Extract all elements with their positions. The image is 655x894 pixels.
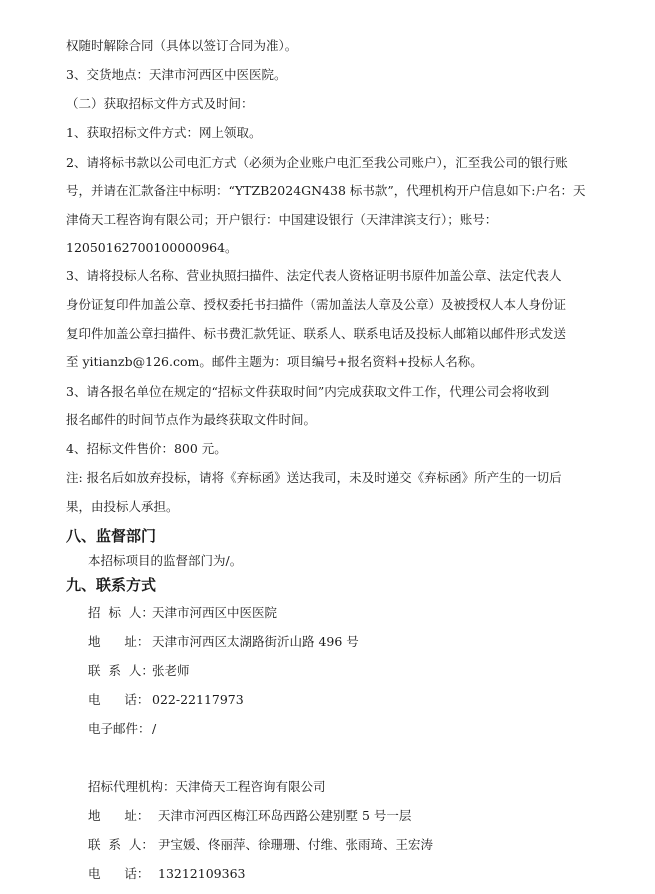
paragraph-line: 报名邮件的时间节点作为最终获取文件时间。: [66, 412, 317, 427]
bank-account-number: 12050162700100000964。: [66, 240, 238, 255]
paragraph-line: 号，并请在汇款备注中标明：“YTZB2024GN438 标书款”，代理机构开户信息如下:户名：天: [66, 183, 586, 198]
paragraph-line: 3、请将投标人名称、营业执照扫描件、法定代表人资格证明书原件加盖公章、法定代表人: [66, 268, 562, 283]
tenderer-email: /: [152, 721, 157, 736]
paragraph-line: 至 yitianzb@126.com。邮件主题为：项目编号+报名资料+投标人名称。: [66, 354, 483, 369]
agency-address-row: [88, 808, 411, 824]
label: 电子邮件：: [88, 721, 151, 736]
label: 地 址：: [88, 634, 150, 649]
document-price: 4、招标文件售价：800 元。: [66, 441, 227, 456]
label: 招标代理机构：: [88, 779, 176, 794]
tenderer-email-row: [88, 721, 156, 737]
paragraph-line: 权随时解除合同（具体以签订合同为准）。: [66, 38, 298, 53]
tenderer-name-row: [88, 605, 277, 621]
note-line: 果，由投标人承担。: [66, 499, 179, 514]
tenderer-phone-row: [88, 692, 244, 708]
tenderer-address-row: [88, 634, 359, 650]
paragraph-line: 2、请将标书款以公司电汇方式（必须为企业账户电汇至我公司账户），汇至我公司的银行账: [66, 155, 568, 170]
tenderer-phone: 022-22117973: [152, 692, 244, 707]
delivery-location: 3、交货地点：天津市河西区中医医院。: [66, 67, 287, 82]
section-heading-supervision: 八、监督部门: [66, 527, 157, 545]
agency-phone: 13212109363: [158, 866, 246, 881]
supervision-body: 本招标项目的监督部门为/。: [88, 553, 243, 568]
paragraph-line: 复印件加盖公章扫描件、标书费汇款凭证、联系人、联系电话及投标人邮箱以邮件形式发送: [66, 326, 567, 341]
agency-name-row: [88, 779, 326, 795]
label: 招 标 人：: [88, 605, 154, 620]
label: 电 话：: [88, 692, 150, 707]
label: 地 址：: [88, 808, 150, 823]
tenderer-contact-row: [88, 663, 190, 679]
tenderer-contact: 张老师: [152, 663, 190, 678]
note-line: 注: 报名后如放弃投标，请将《弃标函》送达我司，未及时递交《弃标函》所产生的一切后: [66, 470, 562, 485]
agency-contact-row: [88, 837, 433, 853]
label: 联 系 人：: [88, 837, 154, 852]
section-heading-contact: 九、联系方式: [66, 576, 157, 594]
label: 联 系 人：: [88, 663, 154, 678]
agency-phone-row: [88, 866, 245, 882]
paragraph-line: 身份证复印件加盖公章、授权委托书扫描件（需加盖法人章及公章）及被授权人本人身份证: [66, 297, 567, 312]
subsection-heading: （二）获取招标文件方式及时间：: [66, 96, 254, 111]
tenderer-address: 天津市河西区太湖路街沂山路 496 号: [152, 634, 359, 649]
paragraph-line: 1、获取招标文件方式：网上领取。: [66, 125, 262, 140]
agency-name: 天津倚天工程咨询有限公司: [175, 779, 326, 794]
agency-address: 天津市河西区梅江环岛西路公建别墅 5 号一层: [158, 808, 412, 823]
label: 电 话：: [88, 866, 150, 881]
paragraph-line: 3、请各报名单位在规定的“招标文件获取时间”内完成获取文件工作，代理公司会将收到: [66, 384, 550, 399]
tenderer-name: 天津市河西区中医医院: [152, 605, 278, 620]
agency-contact: 尹宝媛、佟丽萍、徐珊珊、付维、张雨琦、王宏涛: [158, 837, 434, 852]
paragraph-line: 津倚天工程咨询有限公司；开户银行：中国建设银行（天津津滨支行）；账号：: [66, 212, 498, 227]
